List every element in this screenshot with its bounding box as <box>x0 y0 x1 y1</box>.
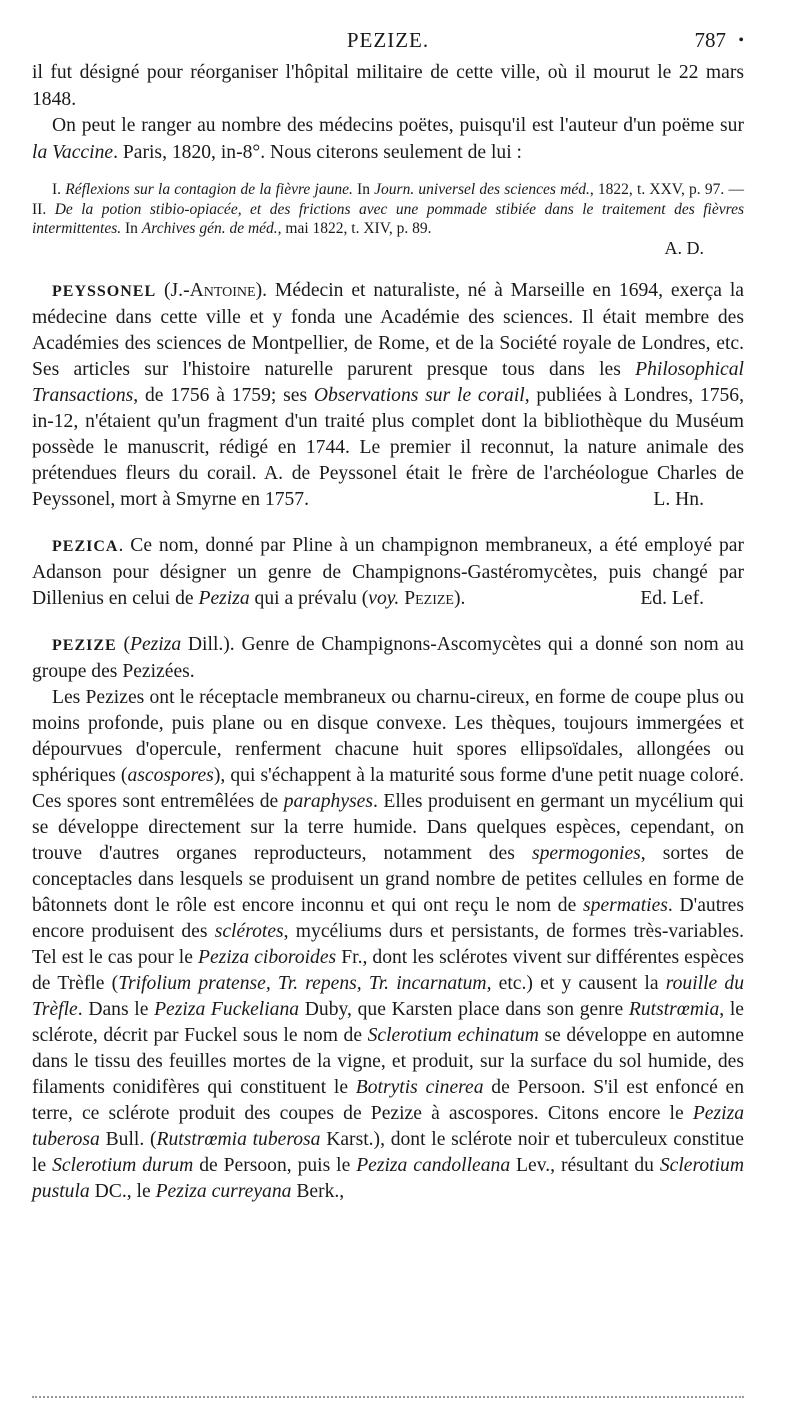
entry-heading: PEZIZE (Peziza Dill.). Genre de Champignons-Ascomycètes qui a donné son nom au groupe des Pezizées. <box>32 634 744 682</box>
author-signature: A. D. <box>664 237 704 258</box>
page-number: 787 <box>694 28 726 52</box>
footer-dotted-rule <box>32 1396 744 1398</box>
running-head: PEZIZE. <box>346 28 430 52</box>
entry-text: PEZICA. Ce nom, donné par Pline à un champignon membraneux, a été employé par Adanson pour désigner un genre de Champignons-Gastéromycètes, puis changé par Dillenius en celui de Peziza qui a prévalu (voy. Pezize). Ed. Lef. <box>32 533 744 612</box>
bibliography-entry: I. Réflexions sur la contagion de la fièvre jaune. In Journ. universel des sciences méd., 1822, t. XXV, p. 97. — II. De la potion stibio-opiacée, et des frictions avec une pommade stibiée dans le traitement des fièvres intermittentes. In Archives gén. de méd., mai 1822, t. XIV, p. 89. <box>32 181 744 237</box>
margin-dot: • <box>738 32 744 49</box>
bibliography <box>32 180 744 258</box>
entry-peyssonel <box>32 278 744 513</box>
author-signature: Ed. Lef. <box>640 588 704 609</box>
entry-text: Les Pezizes ont le réceptacle membraneux ou charnu-cireux, en forme de coupe plus ou moins profonde, puis plane ou en disque convexe. Les thèques, toujours immergées et dépourvues d'opercule, renferment chacune huit spores ellipsoïdales, allongées ou sphériques (ascospores), qui s'échappent à la maturité sous forme d'une petit nuage coloré. Ces spores sont entremêlées de paraphyses. Elles produisent en germant un mycélium qui se développe directement sur la terre humide. Dans quelques espèces, cependant, on trouve d'autres organes reproducteurs, notamment des spermogonies, sortes de conceptacles dans lesquels se produisent un grand nombre de petites cellules en forme de bâtonnets dont le rôle est encore inconnu et qui ont reçu le nom de spermaties. D'autres encore produisent des sclérotes, mycéliums durs et persistants, de formes très-variables. Tel est le cas pour le Peziza ciboroides Fr., dont les sclérotes vivent sur différentes espèces de Trèfle (Trifolium pratense, Tr. repens, Tr. incarnatum, etc.) et y causent la rouille du Trèfle. Dans le Peziza Fuckeliana Duby, que Karsten place dans son genre Rutstrœmia, le sclérote, décrit par Fuckel sous le nom de Sclerotium echinatum se développe en automne dans le tissu des feuilles mortes de la vigne, et produit, sur la surface du sol humide, des filaments conidifères qui constituent le Botrytis cinerea de Persoon. S'il est enfoncé en terre, ce sclérote produit des coupes de Pezize à ascospores. Citons encore le Peziza tuberosa Bull. (Rutstrœmia tuberosa Karst.), dont le sclérote noir et tuberculeux constitue le Sclerotium durum de Persoon, puis le Peziza candolleana Lev., résultant du Sclerotium pustula DC., le Peziza curreyana Berk., <box>32 687 745 1202</box>
entry-headword: PEYSSONEL <box>52 283 157 300</box>
previous-entry-paragraph: On peut le ranger au nombre des médecins poëtes, puisqu'il est l'auteur d'un poëme sur la Vaccine. Paris, 1820, in-8°. Nous citerons seulement de lui : <box>32 115 744 163</box>
entry-headword: PEZIZE <box>52 637 117 654</box>
entry-headword: PEZICA <box>52 538 119 555</box>
entry-text: PEYSSONEL (J.-Antoine). Médecin et naturaliste, né à Marseille en 1694, exerça la médecine dans cette ville et y fonda une Académie des sciences. Il était membre des Académies des sciences de Montpellier, de Rome, et de la Société royale de Londres, etc. Ses articles sur l'histoire naturelle parurent presque tous dans les Philosophical Transactions, de 1756 à 1759; ses Observations sur le corail, publiées à Londres, 1756, in-12, n'étaient qu'un fragment d'un traité plus complet dont la bibliothèque du Muséum possède le manuscrit, rédigé en 1744. Le premier il reconnut, la nature animale des prétendues fleurs du corail. A. de Peyssonel était le frère de l'archéologue Charles de Peyssonel, mort à Smyrne en 1757. L. Hn. <box>32 278 744 513</box>
entry-pezize <box>32 632 744 1205</box>
page-header <box>32 28 744 56</box>
author-signature: L. Hn. <box>653 489 704 510</box>
page-body <box>32 60 744 1205</box>
previous-entry-end: il fut désigné pour réorganiser l'hôpital militaire de cette ville, où il mourut le 22 mars 1848. <box>32 62 744 110</box>
entry-pezica <box>32 533 744 612</box>
